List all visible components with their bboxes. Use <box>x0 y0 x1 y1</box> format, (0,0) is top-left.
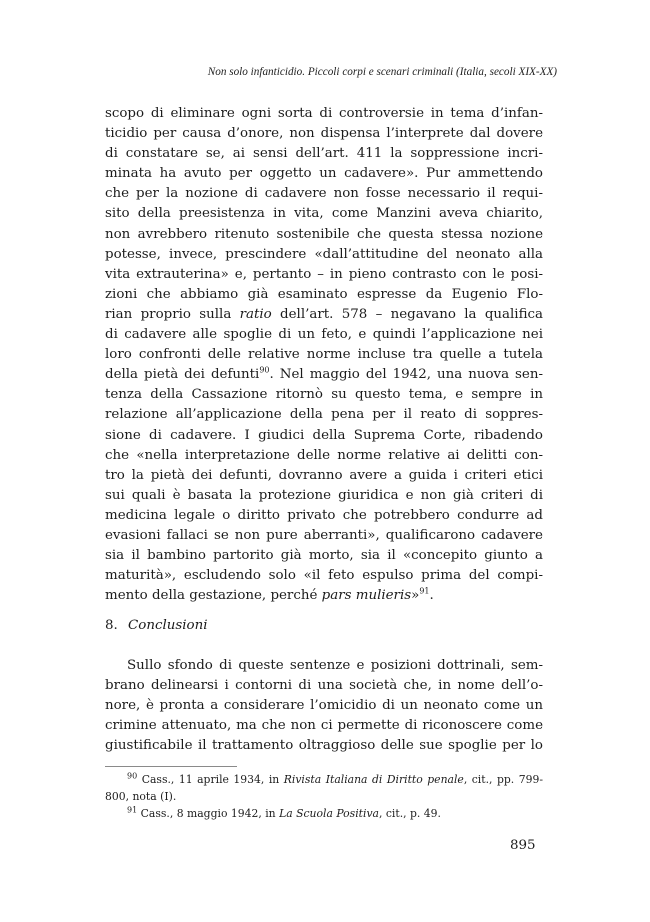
section-number: 8. <box>105 618 118 633</box>
text-line: crimine attenuato, ma che non ci permette di riconoscere come <box>105 718 543 734</box>
italic-title: Rivista Italiana di Diritto penale <box>283 773 464 786</box>
text-line: minata ha avuto per oggetto un cadavere». Pur ammettendo <box>105 166 543 182</box>
text-line: tenza della Cassazione ritornò su questo tema, e sempre in <box>105 387 543 403</box>
text-line: non avrebbero ritenuto sostenibile che questa stessa nozione <box>105 226 543 242</box>
footnote-ref-90[interactable]: 90 <box>259 365 270 375</box>
text-line: che «nella interpretazione delle norme relative ai delitti con- <box>105 447 543 463</box>
text-line: che per la nozione di cadavere non fosse necessario il requi- <box>105 186 543 202</box>
running-header: Non solo infanticidio. Piccoli corpi e scenari criminali (Italia, secoli XIX-XX) <box>207 66 557 78</box>
text-line: sione di cadavere. I giudici della Suprema Corte, ribadendo <box>105 427 543 443</box>
paragraph-2 <box>105 656 543 756</box>
italic-term: ratio <box>239 306 272 322</box>
text-line: rian proprio sulla ratio dell’art. 578 – negavano la qualifica <box>105 306 543 322</box>
footnote-91 <box>105 805 543 822</box>
text-line: relazione all’applicazione della pena per il reato di soppres- <box>105 407 543 423</box>
text-line: brano delinearsi i contorni di una società che, in nome dell’o- <box>105 678 543 694</box>
footnote-number: 91 <box>127 805 138 815</box>
footnote-separator <box>105 766 237 767</box>
text-line: di constatare se, ai sensi dell’art. 411 la soppressione incri- <box>105 146 543 162</box>
footnote-number: 90 <box>127 771 138 781</box>
text-line: sito della preesistenza in vita, come Manzini aveva chiarito, <box>105 206 543 222</box>
text-line: potesse, invece, prescindere «dall’attitudine del neonato alla <box>105 246 543 262</box>
text-line: mento della gestazione, perché pars mulieris»$^{91}$. <box>105 586 434 604</box>
italic-term: pars mulieris <box>321 588 412 604</box>
section-heading <box>105 618 208 633</box>
text-line: della pietà dei defunti$^{90}$. Nel maggio del 1942, una nuova sen- <box>105 365 543 383</box>
text-line: medicina legale o diritto privato che potrebbero condurre ad <box>105 507 543 523</box>
text-line: di cadavere alle spoglie di un feto, e quindi l’applicazione nei <box>105 327 543 343</box>
text-line: sui quali è basata la protezione giuridica e non già criteri di <box>105 487 543 503</box>
footnote-line: $^{91}$ Cass., 8 maggio 1942, in La Scuola Positiva, cit., p. 49. <box>127 805 441 820</box>
footnote-line: $^{90}$ Cass., 11 aprile 1934, in Rivista Italiana di Diritto penale, cit., pp. 799- <box>127 771 543 786</box>
text-line: tro la pietà dei defunti, dovranno avere a guida i criteri etici <box>105 467 543 483</box>
italic-title: La Scuola Positiva <box>279 807 379 820</box>
text-line: zioni che abbiamo già esaminato espresse da Eugenio Flo- <box>105 286 543 302</box>
text-line: ticidio per causa d’onore, non dispensa l’interprete dal dovere <box>105 126 543 142</box>
text-line: scopo di eliminare ogni sorta di controversie in tema d’infan- <box>105 106 543 121</box>
page-number: 895 <box>510 838 536 853</box>
footnote-line: 800, nota (I). <box>105 790 177 803</box>
text-line: nore, è pronta a considerare l’omicidio di un neonato come un <box>105 698 543 714</box>
footnote-90 <box>105 771 543 805</box>
footnote-ref-91[interactable]: 91 <box>419 586 430 596</box>
paragraph-1 <box>105 104 543 606</box>
text-line: evasioni fallaci se non pure aberranti», qualificarono cadavere <box>105 527 543 543</box>
text-line: loro confronti delle relative norme incluse tra quelle a tutela <box>105 347 543 363</box>
text-line: Sullo sfondo di queste sentenze e posizioni dottrinali, sem- <box>127 658 543 673</box>
text-line: sia il bambino partorito già morto, sia il «concepito giunto a <box>105 548 543 564</box>
text-line: giustificabile il trattamento oltraggioso delle sue spoglie per lo <box>105 738 543 754</box>
section-title: Conclusioni <box>128 618 208 633</box>
text-line: maturità», escludendo solo «il feto espulso prima del compi- <box>105 568 543 584</box>
text-line: vita extrauterina» e, pertanto – in pieno contrasto con le posi- <box>105 266 543 282</box>
